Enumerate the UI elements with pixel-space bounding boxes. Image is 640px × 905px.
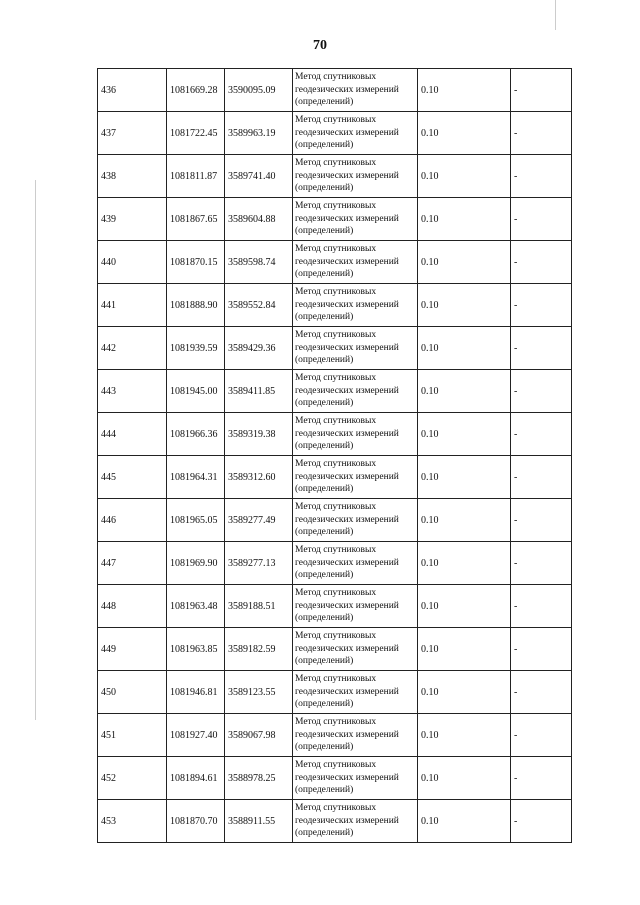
note-cell: -: [511, 69, 572, 112]
x-coordinate-cell: 1081888.90: [167, 284, 225, 327]
note-cell: -: [511, 241, 572, 284]
note-cell: -: [511, 671, 572, 714]
table-row: [98, 155, 572, 198]
accuracy-cell: 0.10: [418, 800, 511, 843]
x-coordinate-cell: 1081963.48: [167, 585, 225, 628]
table-row: [98, 284, 572, 327]
method-cell: Метод спутниковых геодезических измерений (определений): [293, 413, 418, 456]
method-cell: Метод спутниковых геодезических измерений (определений): [293, 714, 418, 757]
accuracy-cell: 0.10: [418, 198, 511, 241]
point-number-cell: 440: [98, 241, 167, 284]
x-coordinate-cell: 1081969.90: [167, 542, 225, 585]
x-coordinate-cell: 1081894.61: [167, 757, 225, 800]
table-row: [98, 585, 572, 628]
point-number-cell: 453: [98, 800, 167, 843]
point-number-cell: 437: [98, 112, 167, 155]
method-cell: Метод спутниковых геодезических измерений (определений): [293, 499, 418, 542]
table-row: [98, 69, 572, 112]
point-number-cell: 436: [98, 69, 167, 112]
y-coordinate-cell: 3589123.55: [225, 671, 293, 714]
x-coordinate-cell: 1081945.00: [167, 370, 225, 413]
scan-artifact: [35, 180, 36, 720]
method-cell: Метод спутниковых геодезических измерений (определений): [293, 198, 418, 241]
table-row: [98, 112, 572, 155]
accuracy-cell: 0.10: [418, 327, 511, 370]
y-coordinate-cell: 3589319.38: [225, 413, 293, 456]
point-number-cell: 449: [98, 628, 167, 671]
method-cell: Метод спутниковых геодезических измерений (определений): [293, 155, 418, 198]
table-row: [98, 370, 572, 413]
point-number-cell: 444: [98, 413, 167, 456]
x-coordinate-cell: 1081927.40: [167, 714, 225, 757]
x-coordinate-cell: 1081867.65: [167, 198, 225, 241]
x-coordinate-cell: 1081939.59: [167, 327, 225, 370]
y-coordinate-cell: 3589067.98: [225, 714, 293, 757]
point-number-cell: 448: [98, 585, 167, 628]
y-coordinate-cell: 3589188.51: [225, 585, 293, 628]
x-coordinate-cell: 1081811.87: [167, 155, 225, 198]
scan-artifact: [555, 0, 556, 30]
point-number-cell: 451: [98, 714, 167, 757]
method-cell: Метод спутниковых геодезических измерений (определений): [293, 370, 418, 413]
method-cell: Метод спутниковых геодезических измерений (определений): [293, 69, 418, 112]
point-number-cell: 452: [98, 757, 167, 800]
note-cell: -: [511, 413, 572, 456]
x-coordinate-cell: 1081946.81: [167, 671, 225, 714]
note-cell: -: [511, 714, 572, 757]
point-number-cell: 441: [98, 284, 167, 327]
point-number-cell: 447: [98, 542, 167, 585]
note-cell: -: [511, 112, 572, 155]
table-row: [98, 714, 572, 757]
method-cell: Метод спутниковых геодезических измерений (определений): [293, 671, 418, 714]
accuracy-cell: 0.10: [418, 241, 511, 284]
x-coordinate-cell: 1081722.45: [167, 112, 225, 155]
note-cell: -: [511, 284, 572, 327]
table-row: [98, 628, 572, 671]
y-coordinate-cell: 3589312.60: [225, 456, 293, 499]
y-coordinate-cell: 3589963.19: [225, 112, 293, 155]
x-coordinate-cell: 1081870.15: [167, 241, 225, 284]
note-cell: -: [511, 456, 572, 499]
accuracy-cell: 0.10: [418, 499, 511, 542]
note-cell: -: [511, 800, 572, 843]
table-row: [98, 757, 572, 800]
accuracy-cell: 0.10: [418, 671, 511, 714]
y-coordinate-cell: 3588978.25: [225, 757, 293, 800]
note-cell: -: [511, 757, 572, 800]
accuracy-cell: 0.10: [418, 69, 511, 112]
y-coordinate-cell: 3590095.09: [225, 69, 293, 112]
method-cell: Метод спутниковых геодезических измерений (определений): [293, 112, 418, 155]
accuracy-cell: 0.10: [418, 112, 511, 155]
table-row: [98, 241, 572, 284]
method-cell: Метод спутниковых геодезических измерений (определений): [293, 757, 418, 800]
page-number: 70: [313, 38, 327, 53]
x-coordinate-cell: 1081870.70: [167, 800, 225, 843]
x-coordinate-cell: 1081964.31: [167, 456, 225, 499]
method-cell: Метод спутниковых геодезических измерений (определений): [293, 800, 418, 843]
method-cell: Метод спутниковых геодезических измерений (определений): [293, 327, 418, 370]
point-number-cell: 438: [98, 155, 167, 198]
point-number-cell: 443: [98, 370, 167, 413]
point-number-cell: 450: [98, 671, 167, 714]
method-cell: Метод спутниковых геодезических измерений (определений): [293, 585, 418, 628]
y-coordinate-cell: 3589598.74: [225, 241, 293, 284]
note-cell: -: [511, 628, 572, 671]
method-cell: Метод спутниковых геодезических измерений (определений): [293, 284, 418, 327]
x-coordinate-cell: 1081963.85: [167, 628, 225, 671]
y-coordinate-cell: 3589411.85: [225, 370, 293, 413]
table-row: [98, 413, 572, 456]
y-coordinate-cell: 3589604.88: [225, 198, 293, 241]
accuracy-cell: 0.10: [418, 413, 511, 456]
x-coordinate-cell: 1081965.05: [167, 499, 225, 542]
table-row: [98, 542, 572, 585]
note-cell: -: [511, 542, 572, 585]
accuracy-cell: 0.10: [418, 155, 511, 198]
x-coordinate-cell: 1081966.36: [167, 413, 225, 456]
accuracy-cell: 0.10: [418, 284, 511, 327]
table-row: [98, 456, 572, 499]
table-row: [98, 671, 572, 714]
accuracy-cell: 0.10: [418, 714, 511, 757]
note-cell: -: [511, 499, 572, 542]
note-cell: -: [511, 585, 572, 628]
point-number-cell: 446: [98, 499, 167, 542]
coordinates-table: [97, 68, 572, 843]
point-number-cell: 442: [98, 327, 167, 370]
y-coordinate-cell: 3589277.49: [225, 499, 293, 542]
table-row: [98, 198, 572, 241]
accuracy-cell: 0.10: [418, 585, 511, 628]
note-cell: -: [511, 198, 572, 241]
method-cell: Метод спутниковых геодезических измерений (определений): [293, 628, 418, 671]
method-cell: Метод спутниковых геодезических измерений (определений): [293, 456, 418, 499]
method-cell: Метод спутниковых геодезических измерений (определений): [293, 542, 418, 585]
table-row: [98, 499, 572, 542]
accuracy-cell: 0.10: [418, 757, 511, 800]
x-coordinate-cell: 1081669.28: [167, 69, 225, 112]
y-coordinate-cell: 3589429.36: [225, 327, 293, 370]
point-number-cell: 445: [98, 456, 167, 499]
note-cell: -: [511, 327, 572, 370]
y-coordinate-cell: 3589277.13: [225, 542, 293, 585]
note-cell: -: [511, 370, 572, 413]
accuracy-cell: 0.10: [418, 456, 511, 499]
table-body: [98, 69, 572, 843]
y-coordinate-cell: 3589552.84: [225, 284, 293, 327]
accuracy-cell: 0.10: [418, 370, 511, 413]
y-coordinate-cell: 3589182.59: [225, 628, 293, 671]
accuracy-cell: 0.10: [418, 628, 511, 671]
y-coordinate-cell: 3589741.40: [225, 155, 293, 198]
accuracy-cell: 0.10: [418, 542, 511, 585]
y-coordinate-cell: 3588911.55: [225, 800, 293, 843]
point-number-cell: 439: [98, 198, 167, 241]
note-cell: -: [511, 155, 572, 198]
table-row: [98, 327, 572, 370]
table-row: [98, 800, 572, 843]
method-cell: Метод спутниковых геодезических измерений (определений): [293, 241, 418, 284]
